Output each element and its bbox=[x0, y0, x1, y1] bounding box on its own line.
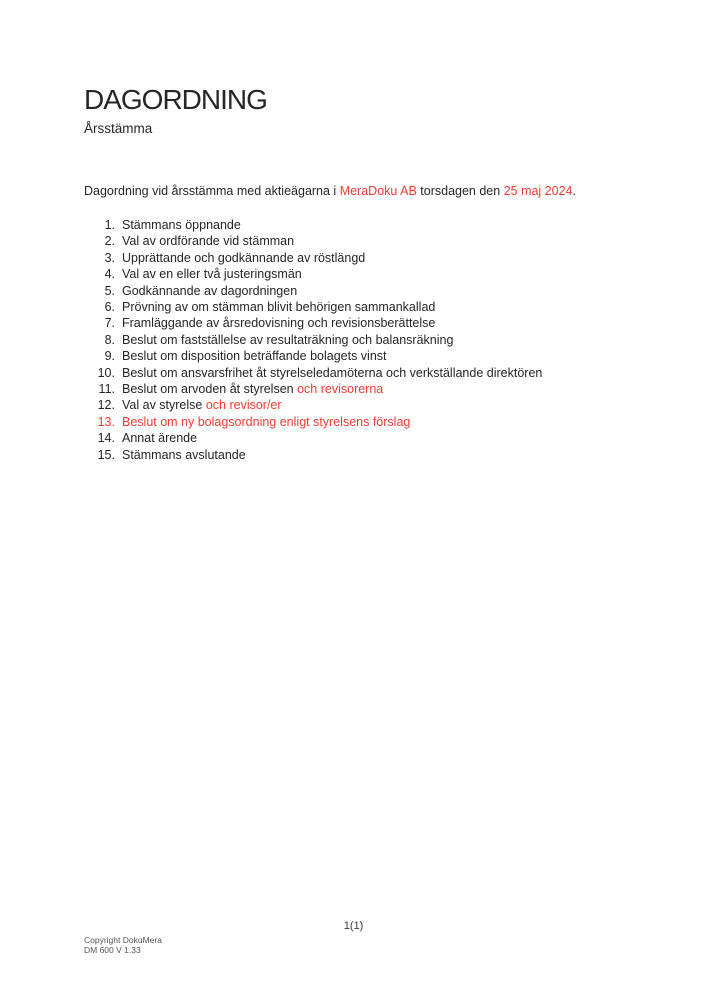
intro-paragraph bbox=[84, 183, 677, 199]
agenda-text-segment: Val av ordförande vid stämman bbox=[122, 234, 295, 249]
intro-middle-text: torsdagen den bbox=[416, 183, 504, 198]
agenda-item bbox=[97, 381, 677, 397]
agenda-item-number: 2. bbox=[104, 234, 115, 249]
agenda-item bbox=[97, 250, 677, 266]
agenda-text-segment: Beslut om fastställelse av resultaträkning och balansräkning bbox=[122, 332, 454, 347]
agenda-item-number: 8. bbox=[104, 332, 115, 347]
agenda-item-number: 4. bbox=[104, 267, 115, 282]
copyright-line: Copyright DokuMera bbox=[84, 935, 162, 945]
agenda-text-segment: Prövning av om stämman blivit behörigen sammankallad bbox=[122, 300, 436, 315]
agenda-item-text bbox=[122, 250, 365, 266]
agenda-text-segment: Upprättande och godkännande av röstlängd bbox=[122, 250, 366, 265]
agenda-item bbox=[97, 430, 677, 446]
agenda-item-text bbox=[122, 266, 302, 282]
agenda-item bbox=[97, 299, 677, 315]
page-number: 1(1) bbox=[343, 920, 364, 932]
agenda-text-segment: Beslut om arvoden åt styrelsen bbox=[122, 382, 298, 397]
agenda-item bbox=[97, 266, 677, 282]
agenda-list bbox=[97, 217, 677, 463]
agenda-item bbox=[97, 217, 677, 233]
agenda-item bbox=[97, 365, 677, 381]
agenda-item bbox=[97, 414, 677, 430]
agenda-text-segment: Stämmans avslutande bbox=[122, 447, 246, 462]
company-name-highlight: MeraDoku AB bbox=[339, 183, 417, 198]
agenda-item bbox=[97, 348, 677, 364]
agenda-item bbox=[97, 233, 677, 249]
agenda-item-text bbox=[122, 283, 297, 299]
agenda-item-text bbox=[122, 381, 383, 397]
agenda-item-text bbox=[122, 430, 197, 446]
agenda-item-number: 3. bbox=[104, 250, 115, 265]
agenda-item-number: 13. bbox=[97, 414, 115, 429]
agenda-item-number: 10. bbox=[97, 365, 115, 380]
agenda-text-segment: Godkännande av dagordningen bbox=[122, 283, 298, 298]
agenda-text-highlight: Beslut om ny bolagsordning enligt styrelsens förslag bbox=[122, 414, 411, 429]
agenda-item-text bbox=[122, 299, 435, 315]
agenda-item-number: 1. bbox=[104, 217, 115, 232]
agenda-text-segment: Val av en eller två justeringsmän bbox=[122, 267, 302, 282]
meeting-date-highlight: 25 maj 2024 bbox=[503, 183, 573, 198]
agenda-text-segment: Annat ärende bbox=[122, 431, 198, 446]
agenda-item-number: 12. bbox=[97, 398, 115, 413]
agenda-text-highlight: och revisor/er bbox=[205, 398, 282, 413]
agenda-text-segment: Stämmans öppnande bbox=[122, 217, 241, 232]
agenda-text-segment: Val av styrelse bbox=[122, 398, 206, 413]
agenda-item bbox=[97, 332, 677, 348]
agenda-item-text bbox=[122, 365, 542, 381]
agenda-item-text bbox=[122, 332, 453, 348]
agenda-item-number: 15. bbox=[97, 447, 115, 462]
intro-tail-text: . bbox=[572, 183, 576, 198]
agenda-item-text bbox=[122, 348, 387, 364]
agenda-item-text bbox=[122, 397, 282, 413]
intro-lead-text: Dagordning vid årsstämma med aktieägarna i bbox=[84, 183, 340, 198]
agenda-item-number: 9. bbox=[104, 349, 115, 364]
page-title: DAGORDNING bbox=[84, 84, 267, 115]
agenda-item-text bbox=[122, 414, 410, 430]
agenda-item-text bbox=[122, 447, 246, 463]
agenda-item-number: 5. bbox=[104, 283, 115, 298]
footer-copyright-block bbox=[84, 935, 162, 955]
agenda-text-segment: Framläggande av årsredovisning och revisionsberättelse bbox=[122, 316, 436, 331]
page-subtitle: Årsstämma bbox=[84, 120, 153, 136]
agenda-item-number: 14. bbox=[97, 431, 115, 446]
agenda-item bbox=[97, 283, 677, 299]
version-line: DM 600 V 1.33 bbox=[84, 945, 141, 955]
agenda-item-number: 11. bbox=[98, 382, 115, 397]
agenda-item-text bbox=[122, 315, 435, 331]
agenda-item-text bbox=[122, 233, 294, 249]
agenda-item-number: 6. bbox=[104, 300, 115, 315]
agenda-item bbox=[97, 315, 677, 331]
agenda-item-number: 7. bbox=[104, 316, 115, 331]
agenda-text-highlight: och revisorerna bbox=[297, 382, 384, 397]
agenda-item bbox=[97, 397, 677, 413]
agenda-text-segment: Beslut om disposition beträffande bolagets vinst bbox=[122, 349, 387, 364]
agenda-item bbox=[97, 447, 677, 463]
agenda-item-text bbox=[122, 217, 241, 233]
document-content bbox=[84, 85, 677, 463]
agenda-text-segment: Beslut om ansvarsfrihet åt styrelseledamöterna och verkställande direktören bbox=[122, 365, 543, 380]
